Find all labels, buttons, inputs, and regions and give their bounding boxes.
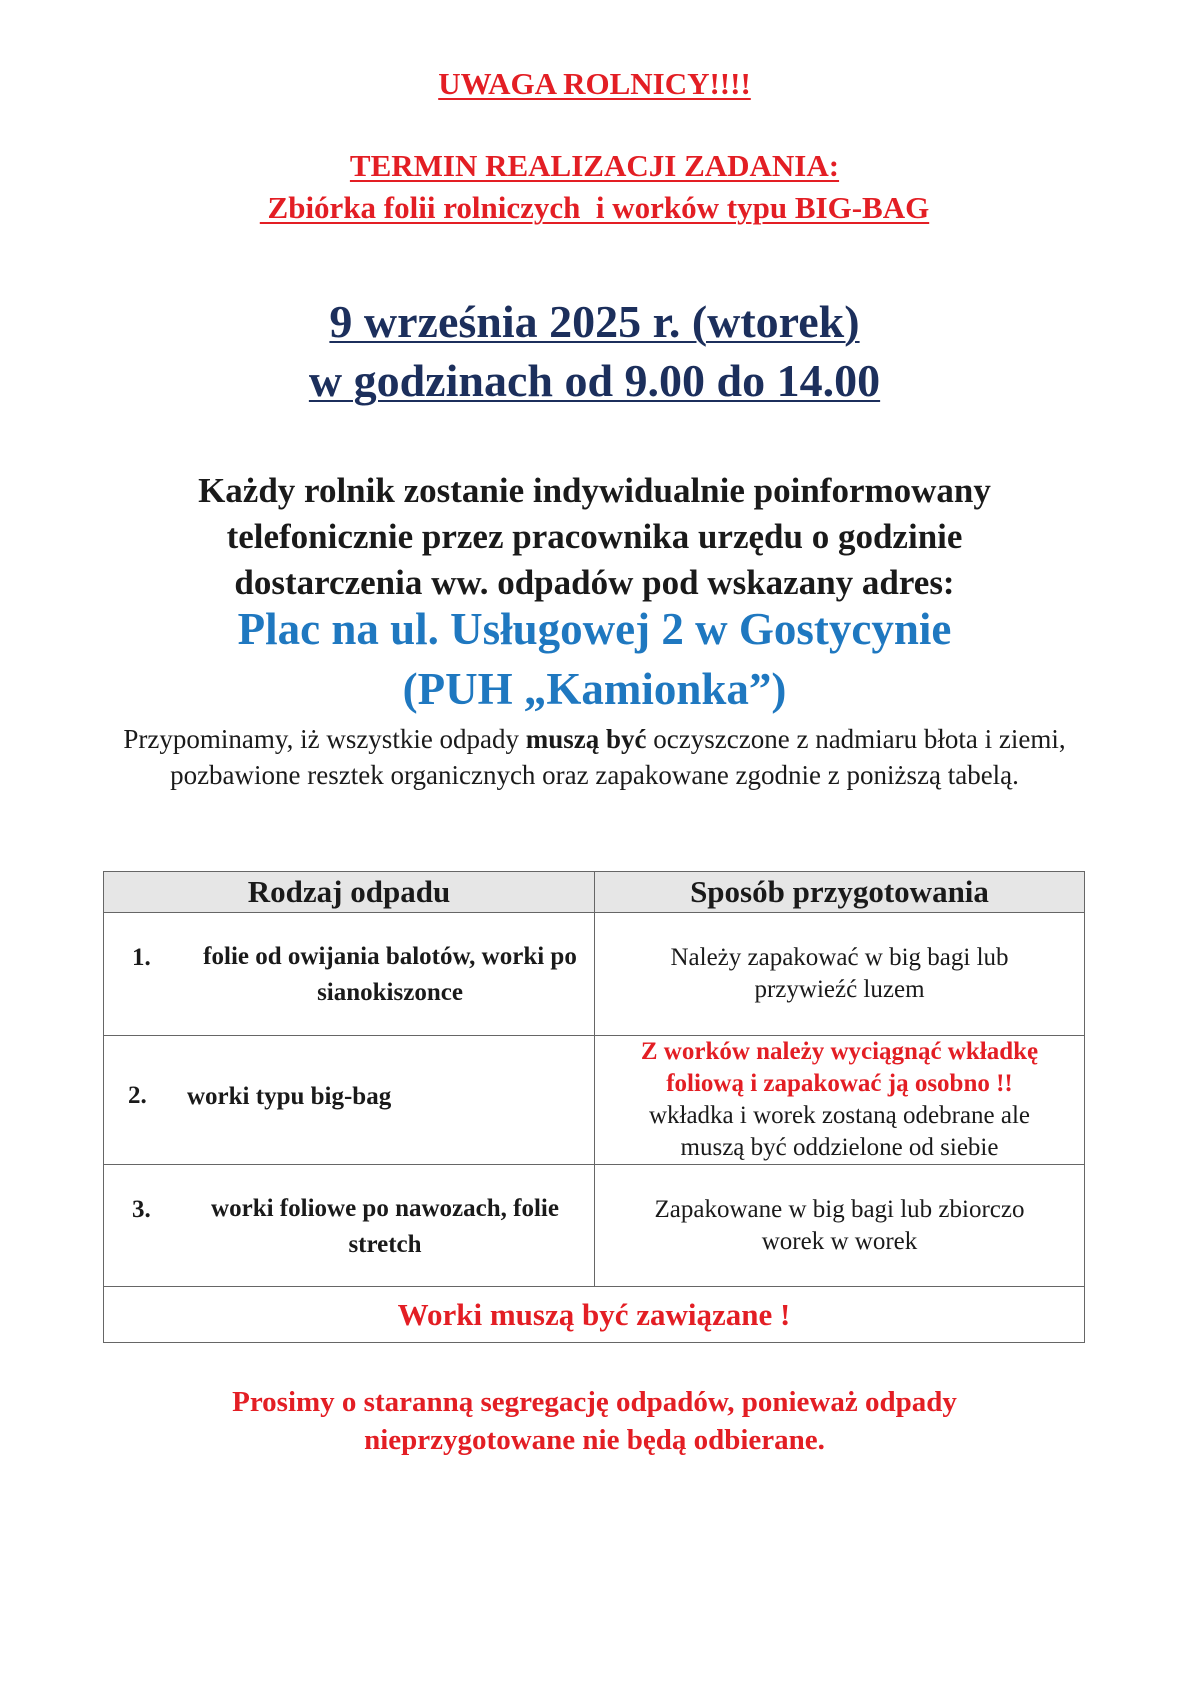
waste-type: worki typu big-bag (187, 1082, 392, 1110)
waste-cell (104, 913, 595, 1036)
prep-warning: Z worków należy wyciągnąć wkładkę foliową i zapakować ją osobno !! (640, 1038, 1039, 1097)
reminder-paragraph (100, 721, 1089, 793)
table-row (104, 913, 1085, 1036)
waste-cell (104, 1165, 595, 1287)
reminder-text: oczyszczone z nadmiaru błota i ziemi, pozbawione resztek organicznych oraz zapakowane zgodnie z poniższą tabelą. (170, 724, 1066, 790)
table-row (104, 1165, 1085, 1287)
table-footer-row (104, 1287, 1085, 1343)
table-footer-note: Worki muszą być zawiązane ! (104, 1287, 1085, 1343)
address-line: Plac na ul. Usługowej 2 w Gostycynie (237, 604, 952, 654)
prep-cell (595, 1036, 1085, 1165)
waste-table (103, 871, 1085, 1343)
column-header: Sposób przygotowania (595, 872, 1085, 913)
row-number: 2. (128, 1081, 147, 1109)
info-line: Każdy rolnik zostanie indywidualnie poinformowany (198, 471, 991, 510)
table-header-row (104, 872, 1085, 913)
waste-type: worki foliowe po nawozach, folie stretch (211, 1195, 559, 1258)
reminder-emphasis: muszą być (525, 724, 647, 754)
closing-note (0, 1383, 1189, 1459)
address-company: (PUH „Kamionka”) (402, 664, 787, 714)
info-line: dostarczenia ww. odpadów pod wskazany adres: (234, 563, 955, 602)
closing-line: nieprzygotowane nie będą odbierane. (364, 1424, 825, 1456)
row-number: 1. (132, 944, 151, 971)
info-line: telefonicznie przez pracownika urzędu o godzinie (226, 517, 963, 556)
task-title: Zbiórka folii rolniczych i worków typu BIG-BAG (259, 190, 930, 225)
term-label: TERMIN REALIZACJI ZADANIA: (349, 148, 840, 183)
prep-method: Zapakowane w big bagi lub zbiorczo worek w worek (654, 1195, 1025, 1255)
column-header: Rodzaj odpadu (104, 872, 595, 913)
row-number: 3. (132, 1196, 151, 1223)
prep-cell (595, 913, 1085, 1036)
prep-method: Należy zapakować w big bagi lub przywieźć luzem (670, 944, 1009, 1003)
reminder-text: Przypominamy, iż wszystkie odpady (123, 724, 526, 754)
info-paragraph (0, 468, 1189, 606)
collection-hours: w godzinach od 9.00 do 14.00 (308, 355, 881, 406)
alert-heading: UWAGA ROLNICY!!!! (438, 66, 751, 101)
waste-cell (104, 1036, 595, 1165)
table-row (104, 1036, 1085, 1165)
waste-type: folie od owijania balotów, worki po sianokiszonce (203, 943, 577, 1006)
closing-line: Prosimy o staranną segregację odpadów, ponieważ odpady (232, 1386, 957, 1418)
collection-date: 9 września 2025 r. (wtorek) (329, 296, 860, 347)
prep-method: wkładka i worek zostaną odebrane ale muszą być oddzielone od siebie (648, 1102, 1031, 1161)
prep-cell (595, 1165, 1085, 1287)
